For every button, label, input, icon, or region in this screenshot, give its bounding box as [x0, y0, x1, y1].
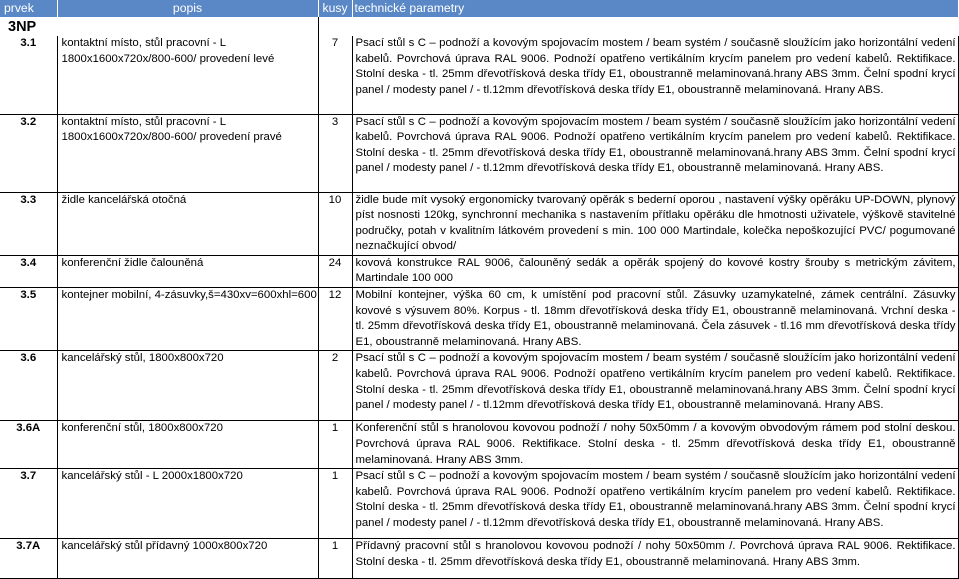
- item-number: 3.7A: [0, 539, 57, 579]
- table-row: [0, 288, 958, 351]
- table-row: [0, 421, 958, 469]
- item-parameters: Psací stůl s C – podnoží a kovovým spojovacím mostem / beam systém / současně sloužícím jako horizontální vedení kabelů. Povrchová úprava RAL 9006. Podnoží opatřeno vertikálním krycím panelem pro vedení kabelů. Rektifikace. Stolní deska - tl. 25mm dřevotřísková deska třídy E1, oboustranně melaminovaná.hrany ABS 3mm. Čelní spodní krycí panel / modesty panel / - tl.12mm dřevotřísková deska třídy E1, oboustranně melaminovaná. Hrany ABS.: [352, 36, 958, 114]
- section-spacer: [352, 17, 958, 36]
- item-parameters: Psací stůl s C – podnoží a kovovým spojovacím mostem / beam systém / současně sloužícím jako horizontální vedení kabelů. Povrchová úprava RAL 9006. Podnoží opatřeno vertikálním krycím panelem pro vedení kabelů. Rektifikace. Stolní deska - tl. 25mm dřevotřísková deska třídy E1, oboustranně melaminovaná.hrany ABS 3mm. Čelní spodní krycí panel / modesty panel / - tl.12mm dřevotřísková deska třídy E1, oboustranně melaminovaná. Hrany ABS.: [352, 351, 958, 421]
- header-quantity: kusy: [318, 0, 352, 17]
- table-row: [0, 36, 958, 114]
- item-quantity: 7: [318, 36, 352, 114]
- item-quantity: 1: [318, 469, 352, 539]
- item-quantity: 24: [318, 255, 352, 287]
- item-number: 3.5: [0, 288, 57, 351]
- item-description: kancelářský stůl, 1800x800x720: [57, 351, 318, 421]
- section-title: 3NP: [0, 17, 318, 36]
- header-item: prvek: [0, 0, 57, 17]
- item-number: 3.4: [0, 255, 57, 287]
- header-description: popis: [57, 0, 318, 17]
- item-description: kancelářský stůl - L 2000x1800x720: [57, 469, 318, 539]
- item-description: kontejner mobilní, 4-zásuvky,š=430xv=600xhl=600: [57, 288, 318, 351]
- item-description: kancelářský stůl přídavný 1000x800x720: [57, 539, 318, 579]
- item-number: 3.7: [0, 469, 57, 539]
- item-description: konferenční stůl, 1800x800x720: [57, 421, 318, 469]
- item-quantity: 2: [318, 351, 352, 421]
- item-number: 3.6A: [0, 421, 57, 469]
- item-quantity: 10: [318, 192, 352, 255]
- item-description: kontaktní místo, stůl pracovní - L 1800x1600x720x/800-600/ provedení levé: [57, 36, 318, 114]
- table-header-row: [0, 0, 958, 17]
- item-quantity: 1: [318, 421, 352, 469]
- item-parameters: Konferenční stůl s hranolovou kovovou podnoží / nohy 50x50mm / a kovovým obvodovým rámem pod stolní deskou. Povrchová úprava RAL 9006. Rektifikace. Stolní deska - tl. 25mm dřevotřísková deska třídy E1, oboustranně melaminovaná. Hrany ABS 3mm.: [352, 421, 958, 469]
- item-parameters: Psací stůl s C – podnoží a kovovým spojovacím mostem / beam systém / současně sloužícím jako horizontální vedení kabelů. Povrchová úprava RAL 9006. Podnoží opatřeno vertikálním krycím panelem pro vedení kabelů. Rektifikace. Stolní deska - tl. 25mm dřevotřísková deska třídy E1, oboustranně melaminovaná.hrany ABS 3mm. Čelní spodní krycí panel / modesty panel / - tl.12mm dřevotřísková deska třídy E1, oboustranně melaminovaná. Hrany ABS.: [352, 114, 958, 192]
- section-row: [0, 17, 958, 36]
- section-spacer: [318, 17, 352, 36]
- item-parameters: kovová konstrukce RAL 9006, čalouněný sedák a opěrák spojený do kovové kostry šrouby s metrickým závitem, Martindale 100 000: [352, 255, 958, 287]
- table-row: [0, 114, 958, 192]
- item-parameters: Mobilní kontejner, výška 60 cm, k umístění pod pracovní stůl. Zásuvky uzamykatelné, zámek centrální. Zásuvky kovové s výsuvem 80%. Korpus - tl. 18mm dřevotřísková deska třídy E1, oboustranně melaminovaná. Vrchní deska - tl. 25mm dřevotřísková deska třídy E1, oboustranně melaminovaná. Čela zásuvek - tl.16 mm dřevotřísková deska třídy E1, oboustranně melaminovaná. Hrany ABS.: [352, 288, 958, 351]
- item-number: 3.1: [0, 36, 57, 114]
- item-quantity: 1: [318, 539, 352, 579]
- item-number: 3.2: [0, 114, 57, 192]
- item-description: konferenční židle čalouněná: [57, 255, 318, 287]
- table-row: [0, 539, 958, 579]
- header-technical-parameters: technické parametry: [352, 0, 958, 17]
- item-parameters: Psací stůl s C – podnoží a kovovým spojovacím mostem / beam systém / současně sloužícím jako horizontální vedení kabelů. Povrchová úprava RAL 9006. Podnoží opatřeno vertikálním krycím panelem pro vedení kabelů. Rektifikace. Stolní deska - tl. 25mm dřevotřísková deska třídy E1, oboustranně melaminovaná.hrany ABS 3mm. Čelní spodní krycí panel / modesty panel / - tl.12mm dřevotřísková deska třídy E1, oboustranně melaminovaná. Hrany ABS.: [352, 469, 958, 539]
- item-description: kontaktní místo, stůl pracovní - L 1800x1600x720x/800-600/ provedení pravé: [57, 114, 318, 192]
- item-quantity: 12: [318, 288, 352, 351]
- item-number: 3.3: [0, 192, 57, 255]
- item-quantity: 3: [318, 114, 352, 192]
- table-row: [0, 351, 958, 421]
- item-parameters: židle bude mít vysoký ergonomicky tvarovaný opěrák s bederní oporou , nastavení výšky opěráku UP-DOWN, plynový píst nosnosti 120kg, synchronní mechanika s nastavením přítlaku opěráku dle hmotnosti uživatele, výškově stavitelné područky, potah v kvalitním látkovém provedení s min. 100 000 Martindale, kolečka nepoškozující PVC/ pogumované neznačkující obvod/: [352, 192, 958, 255]
- table-row: [0, 255, 958, 287]
- table-row: [0, 192, 958, 255]
- item-parameters: Přídavný pracovní stůl s hranolovou kovovou podnoží / nohy 50x50mm /. Povrchová úprava RAL 9006. Rektifikace. Stolní deska - tl. 25mm dřevotřísková deska třídy E1, oboustranně melaminovaná. Hrany ABS 3mm.: [352, 539, 958, 579]
- item-number: 3.6: [0, 351, 57, 421]
- table-row: [0, 469, 958, 539]
- item-description: židle kancelářská otočná: [57, 192, 318, 255]
